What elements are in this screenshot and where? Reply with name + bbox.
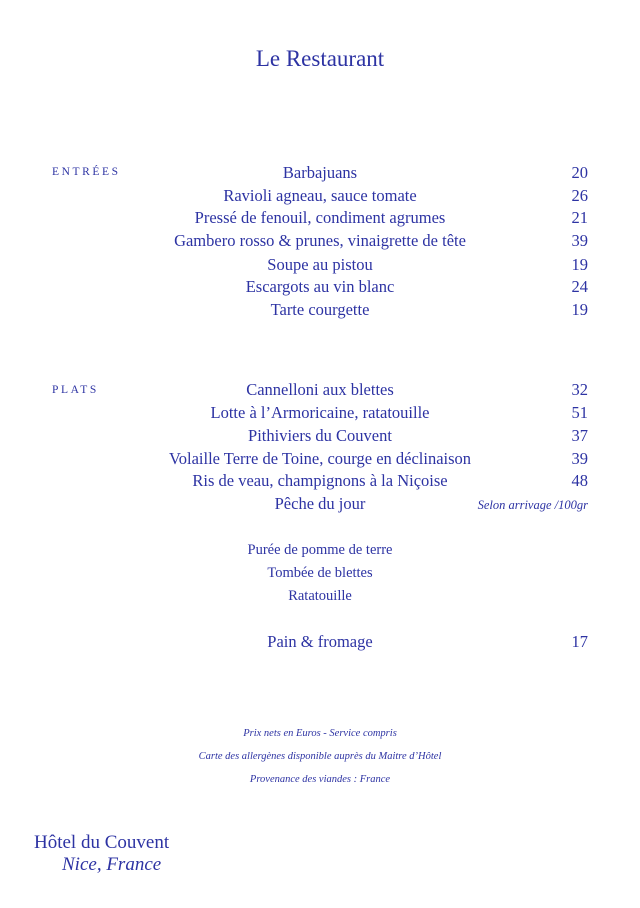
dish-price: 51 (571, 403, 588, 422)
page-title: Le Restaurant (255, 46, 385, 71)
dish-price: 24 (571, 277, 588, 296)
dish-name: Pithiviers du Couvent (248, 426, 392, 445)
dish-name: Pressé de fenouil, condiment agrumes (194, 208, 446, 227)
footer-note-meat-origin: Provenance des viandes : France (249, 774, 391, 785)
dish-name: Barbajuans (282, 163, 358, 182)
cheese-name: Pain & fromage (267, 632, 373, 651)
dish-price: 20 (571, 163, 588, 182)
dish-price: 48 (571, 471, 588, 490)
dish-name: Ris de veau, champignons à la Niçoise (192, 471, 448, 490)
dish-price: 32 (571, 380, 588, 399)
dish-name: Pêche du jour (274, 494, 366, 513)
dish-price: 37 (571, 426, 588, 445)
dish-name: Escargots au vin blanc (245, 277, 395, 296)
footer-note-allergens: Carte des allergènes disponible auprès du Maitre d’Hôtel (198, 751, 442, 762)
hotel-name: Hôtel du Couvent (34, 832, 170, 853)
hotel-city: Nice, France (62, 854, 162, 875)
dish-name: Cannelloni aux blettes (246, 380, 394, 399)
dish-name: Lotte à l’Armoricaine, ratatouille (210, 403, 430, 422)
dish-name: Tarte courgette (270, 300, 370, 319)
dish-name: Volaille Terre de Toine, courge en déclinaison (168, 449, 472, 468)
dish-price: 39 (571, 231, 588, 250)
footer-note-prices: Prix nets en Euros - Service compris (243, 728, 397, 739)
dish-name: Gambero rosso & prunes, vinaigrette de tête (174, 231, 466, 250)
side-dish: Purée de pomme de terre (247, 542, 393, 558)
dish-price: 19 (571, 300, 588, 319)
dish-price-note: Selon arrivage /100gr (477, 498, 588, 512)
dish-price: 39 (571, 449, 588, 468)
side-dish: Ratatouille (288, 588, 352, 604)
section-label-plats: PLATS (52, 384, 99, 396)
side-dish: Tombée de blettes (267, 565, 373, 581)
dish-price: 19 (571, 255, 588, 274)
dish-name: Soupe au pistou (267, 255, 373, 274)
dish-price: 26 (571, 186, 588, 205)
dish-name: Ravioli agneau, sauce tomate (223, 186, 417, 205)
cheese-price: 17 (571, 632, 588, 651)
section-label-entrees: ENTRÉES (52, 166, 121, 178)
dish-price: 21 (571, 208, 588, 227)
